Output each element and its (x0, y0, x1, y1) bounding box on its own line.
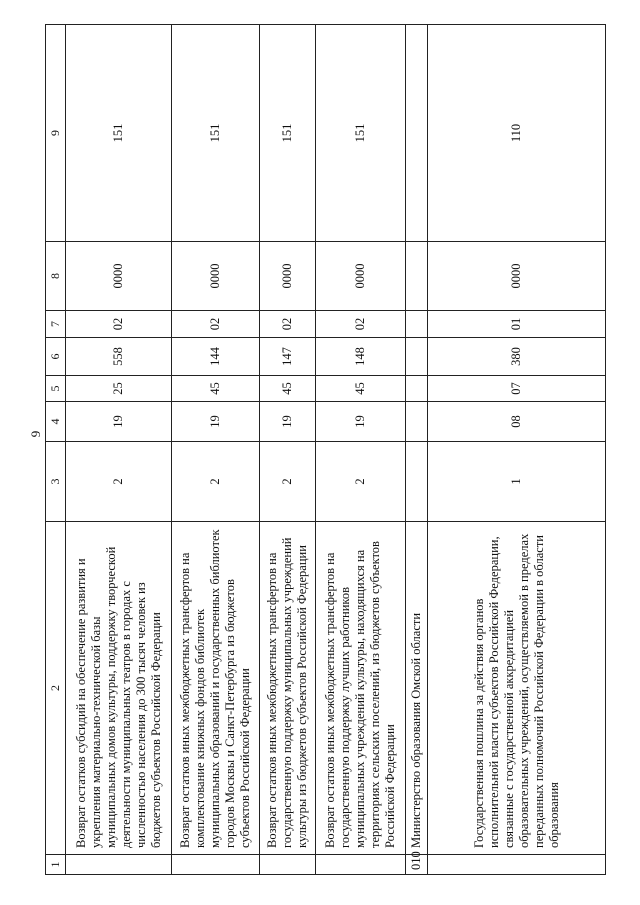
header-cell-5: 5 (46, 376, 66, 402)
header-cell-3: 3 (46, 442, 66, 522)
cell-description: Министерство образования Омской области (406, 522, 428, 855)
cell-admin-code (172, 855, 260, 875)
table-row (316, 25, 406, 875)
cell-col-6: 147 (260, 338, 316, 376)
cell-col-6: 380 (428, 338, 606, 376)
cell-col-7: 02 (66, 311, 172, 338)
cell-col-7: 02 (172, 311, 260, 338)
cell-col-4: 08 (428, 402, 606, 442)
cell-col-3: 1 (428, 442, 606, 522)
cell-col-4: 19 (316, 402, 406, 442)
table-row (66, 25, 172, 875)
header-cell-7: 7 (46, 311, 66, 338)
table-row (406, 25, 428, 875)
cell-col-9 (406, 25, 428, 242)
table-row (260, 25, 316, 875)
cell-col-9: 151 (172, 25, 260, 242)
cell-col-4: 19 (66, 402, 172, 442)
cell-col-8: 0000 (428, 242, 606, 311)
cell-col-5: 45 (316, 376, 406, 402)
cell-col-3: 2 (66, 442, 172, 522)
cell-col-8 (406, 242, 428, 311)
cell-admin-code (66, 855, 172, 875)
header-cell-4: 4 (46, 402, 66, 442)
cell-col-6: 144 (172, 338, 260, 376)
cell-col-3 (406, 442, 428, 522)
cell-col-7: 01 (428, 311, 606, 338)
cell-col-7: 02 (260, 311, 316, 338)
header-cell-9: 9 (46, 25, 66, 242)
cell-col-5: 45 (260, 376, 316, 402)
cell-col-4 (406, 402, 428, 442)
cell-description: Возврат остатков иных межбюджетных трансфертов на государственную поддержку лучших работников муниципальных учреждений культуры, находящихся на территориях сельских поселений, из бюджетов субъектов Российской Федерации (316, 522, 406, 855)
cell-col-4: 19 (260, 402, 316, 442)
cell-col-3: 2 (260, 442, 316, 522)
cell-col-6 (406, 338, 428, 376)
cell-col-5 (406, 376, 428, 402)
cell-col-9: 151 (66, 25, 172, 242)
cell-col-8: 0000 (316, 242, 406, 311)
cell-col-9: 151 (316, 25, 406, 242)
cell-col-8: 0000 (66, 242, 172, 311)
cell-col-8: 0000 (172, 242, 260, 311)
budget-classification-table (45, 24, 606, 875)
header-cell-2: 2 (46, 522, 66, 855)
header-cell-6: 6 (46, 338, 66, 376)
cell-admin-code (260, 855, 316, 875)
cell-col-8: 0000 (260, 242, 316, 311)
cell-col-7 (406, 311, 428, 338)
cell-admin-code: 010 (406, 855, 428, 875)
cell-col-6: 148 (316, 338, 406, 376)
cell-col-5: 25 (66, 376, 172, 402)
cell-col-6: 558 (66, 338, 172, 376)
cell-admin-code (316, 855, 406, 875)
cell-admin-code (428, 855, 606, 875)
cell-col-3: 2 (316, 442, 406, 522)
cell-col-4: 19 (172, 402, 260, 442)
table-row (172, 25, 260, 875)
cell-description: Возврат остатков иных межбюджетных трансфертов на государственную поддержку муниципальных учреждений культуры из бюджетов субъектов Российской Федерации (260, 522, 316, 855)
table-row (428, 25, 606, 875)
header-cell-8: 8 (46, 242, 66, 311)
cell-description: Государственная пошлина за действия органов исполнительной власти субъектов Российской Федерации, связанные с государственной аккредитацией образовательных учреждений, осуществляемой в пределах переданных полномочий Российской Федерации в области образования (428, 522, 606, 855)
cell-col-9: 151 (260, 25, 316, 242)
cell-col-3: 2 (172, 442, 260, 522)
cell-description: Возврат остатков субсидий на обеспечение развития и укрепления материально-технической базы муниципальных домов культуры, поддержку творческой деятельности муниципальных театров в городах с численностью населения до 300 тысяч человек из бюджетов субъектов Российской Федерации (66, 522, 172, 855)
table-header-row (46, 25, 66, 875)
header-cell-1: 1 (46, 855, 66, 875)
cell-col-9: 110 (428, 25, 606, 242)
cell-description: Возврат остатков иных межбюджетных трансфертов на комплектование книжных фондов библиотек муниципальных образований и государственных библиотек городов Москвы и Санкт-Петербурга из бюджетов субъектов Российской Федерации (172, 522, 260, 855)
page-number: 9 (28, 430, 43, 438)
cell-col-5: 45 (172, 376, 260, 402)
rotated-table-wrapper (45, 25, 605, 875)
cell-col-7: 02 (316, 311, 406, 338)
cell-col-5: 07 (428, 376, 606, 402)
